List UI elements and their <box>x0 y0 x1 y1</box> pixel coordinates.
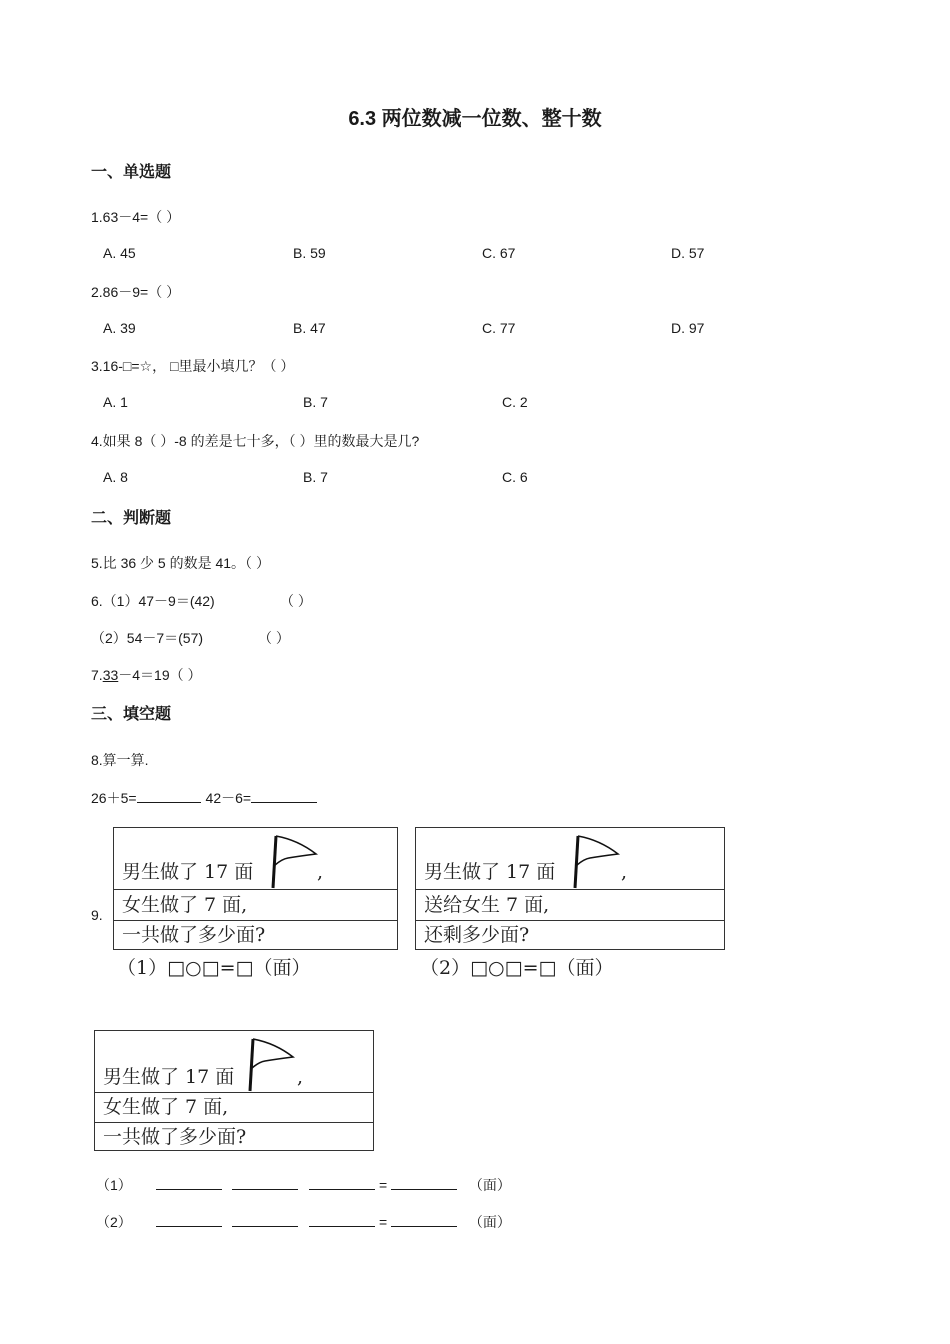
question-9-fill-line-1 <box>96 1175 511 1195</box>
fill-line-1-blank-3[interactable] <box>309 1175 375 1190</box>
question-1-stem: 1.63－4=（ ） <box>91 209 181 225</box>
picture-1-row-2: 女生做了 7 面, <box>114 890 397 921</box>
question-4-stem: 4.如果 8（ ）-8 的差是七十多，（ ）里的数最大是几? <box>91 433 420 449</box>
fill-line-1-blank-4[interactable] <box>391 1175 457 1190</box>
picture-3-row-2: 女生做了 7 面, <box>95 1093 373 1123</box>
question-7-stem <box>91 665 202 685</box>
question-5-stem: 5.比 36 少 5 的数是 41。（ ） <box>91 555 270 571</box>
question-1-option-b[interactable]: B. 59 <box>293 245 326 261</box>
question-9-picture-3 <box>94 1030 374 1151</box>
section-heading-true-false: 二、判断题 <box>91 510 172 527</box>
question-3-option-a[interactable]: A. 1 <box>103 394 128 410</box>
section-heading-single-choice: 一、单选题 <box>91 164 172 181</box>
picture-3-row-3: 一共做了多少面? <box>103 1126 247 1148</box>
question-7-underlined-number: 33 <box>102 667 119 683</box>
picture-2-comma: , <box>621 861 628 883</box>
picture-1-frame <box>113 827 398 950</box>
question-6-line-1: 6.（1）47－9＝(42) <box>91 593 215 609</box>
fill-line-1-blank-2[interactable] <box>232 1175 298 1190</box>
fill-line-1-label: （1） <box>96 1177 132 1193</box>
picture-2-frame <box>415 827 725 950</box>
picture-3-frame <box>94 1030 374 1151</box>
question-1-option-c[interactable]: C. 67 <box>482 245 516 261</box>
question-6-line-2-answer[interactable]: （ ） <box>258 630 290 646</box>
question-4-option-b[interactable]: B. 7 <box>303 469 328 485</box>
question-2-option-b[interactable]: B. 47 <box>293 320 326 336</box>
question-2-stem: 2.86－9=（ ） <box>91 284 181 300</box>
question-9-picture-1 <box>113 827 398 950</box>
question-8-expressions <box>91 788 317 808</box>
question-8-blank-2[interactable] <box>251 788 317 803</box>
question-1-option-a[interactable]: A. 45 <box>103 245 136 261</box>
question-1-option-d[interactable]: D. 57 <box>671 245 705 261</box>
question-9-picture-2 <box>415 827 725 950</box>
fill-line-2-equals: = <box>379 1214 388 1230</box>
fill-line-2-blank-1[interactable] <box>156 1212 222 1227</box>
fill-line-2-label: （2） <box>96 1214 132 1230</box>
question-7-rest: －4＝19（ ） <box>118 667 202 683</box>
picture-1-row-1-text: 男生做了 17 面 <box>122 861 254 883</box>
picture-2-row-2: 送给女生 7 面, <box>416 890 724 921</box>
picture-1-comma: , <box>317 861 324 883</box>
picture-3-row-1-text: 男生做了 17 面 <box>103 1066 235 1088</box>
fill-line-1-equals: = <box>379 1177 388 1193</box>
fill-line-2-blank-2[interactable] <box>232 1212 298 1227</box>
question-6-line-2: （2）54－7＝(57) <box>91 630 204 646</box>
fill-line-1-blank-1[interactable] <box>156 1175 222 1190</box>
question-6-line-1-answer[interactable]: （ ） <box>280 593 312 609</box>
picture-2-row-1-text: 男生做了 17 面 <box>424 861 556 883</box>
fill-line-2-blank-3[interactable] <box>309 1212 375 1227</box>
question-3-option-b[interactable]: B. 7 <box>303 394 328 410</box>
question-7-prefix: 7. <box>91 667 103 683</box>
question-8-stem: 8.算一算. <box>91 752 149 768</box>
question-3-option-c[interactable]: C. 2 <box>502 394 528 410</box>
picture-3-comma: , <box>297 1066 304 1088</box>
question-9-label: 9. <box>91 907 103 923</box>
question-9-fill-line-2 <box>96 1212 511 1232</box>
question-4-option-a[interactable]: A. 8 <box>103 469 128 485</box>
picture-3-row-1 <box>95 1031 373 1093</box>
question-2-option-c[interactable]: C. 77 <box>482 320 516 336</box>
picture-1-caption: （1）□○□=□（面） <box>117 957 311 979</box>
question-2-option-a[interactable]: A. 39 <box>103 320 136 336</box>
picture-2-row-3: 还剩多少面? <box>424 924 530 946</box>
fill-line-2-blank-4[interactable] <box>391 1212 457 1227</box>
question-8-expr-1: 26＋5= <box>91 790 137 806</box>
question-2-option-d[interactable]: D. 97 <box>671 320 705 336</box>
picture-2-row-1 <box>416 828 724 890</box>
fill-line-1-unit: （面） <box>468 1177 511 1193</box>
question-3-stem: 3.16-□=☆， □里最小填几？（ ） <box>91 358 295 374</box>
flag-icon <box>247 1035 297 1093</box>
question-8-blank-1[interactable] <box>137 788 201 803</box>
picture-1-row-1 <box>114 828 397 890</box>
page-title: 6.3 两位数减一位数、整十数 <box>348 108 602 130</box>
flag-icon <box>572 832 622 890</box>
question-8-expr-2: 42－6= <box>205 790 252 806</box>
flag-icon <box>270 832 320 890</box>
picture-1-row-3: 一共做了多少面? <box>122 924 266 946</box>
section-heading-fill-in: 三、填空题 <box>91 706 172 723</box>
fill-line-2-unit: （面） <box>468 1214 511 1230</box>
picture-2-caption: （2）□○□=□（面） <box>420 957 614 979</box>
question-4-option-c[interactable]: C. 6 <box>502 469 528 485</box>
